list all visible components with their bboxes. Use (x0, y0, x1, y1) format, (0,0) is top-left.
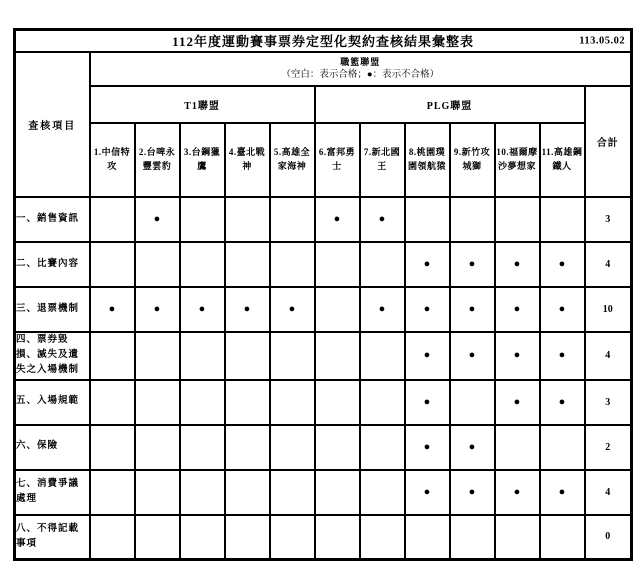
team-header-7: 7.新北國王 (360, 123, 405, 197)
noncompliant-mark: ● (540, 332, 585, 380)
empty-mark (180, 380, 225, 425)
row-label: 六、保險 (15, 425, 90, 470)
noncompliant-mark: ● (495, 470, 540, 515)
empty-mark (135, 332, 180, 380)
empty-mark (90, 470, 135, 515)
noncompliant-mark: ● (360, 287, 405, 332)
empty-mark (495, 197, 540, 242)
group-name: 職籃聯盟 (340, 56, 381, 67)
noncompliant-mark: ● (495, 332, 540, 380)
empty-mark (495, 515, 540, 560)
noncompliant-mark: ● (540, 470, 585, 515)
league-group-header (90, 52, 632, 86)
league-t1-header: T1聯盟 (90, 86, 315, 123)
noncompliant-mark: ● (135, 287, 180, 332)
team-header-6: 6.富邦勇士 (315, 123, 360, 197)
empty-mark (450, 515, 495, 560)
empty-mark (180, 515, 225, 560)
noncompliant-mark: ● (495, 380, 540, 425)
empty-mark (540, 197, 585, 242)
empty-mark (90, 380, 135, 425)
row-label: 三、退票機制 (15, 287, 90, 332)
title-row (15, 30, 632, 53)
noncompliant-mark: ● (405, 332, 450, 380)
row-label: 五、入場規範 (15, 380, 90, 425)
empty-mark (135, 515, 180, 560)
team-header-3: 3.台鋼獵鷹 (180, 123, 225, 197)
row-label: 七、消費爭議處理 (15, 470, 90, 515)
row-total: 10 (585, 287, 632, 332)
empty-mark (135, 242, 180, 287)
empty-mark (360, 515, 405, 560)
noncompliant-mark: ● (450, 287, 495, 332)
empty-mark (450, 197, 495, 242)
empty-mark (270, 380, 315, 425)
empty-mark (360, 332, 405, 380)
empty-mark (540, 515, 585, 560)
team-header-9: 9.新竹攻城獅 (450, 123, 495, 197)
audit-result-table (13, 28, 633, 561)
empty-mark (225, 197, 270, 242)
empty-mark (90, 332, 135, 380)
empty-mark (225, 515, 270, 560)
league-plg-header: PLG聯盟 (315, 86, 585, 123)
empty-mark (270, 470, 315, 515)
team-header-2: 2.台啤永豐雲豹 (135, 123, 180, 197)
noncompliant-mark: ● (360, 197, 405, 242)
noncompliant-mark: ● (540, 287, 585, 332)
empty-mark (90, 425, 135, 470)
noncompliant-mark: ● (225, 287, 270, 332)
team-header-1: 1.中信特攻 (90, 123, 135, 197)
empty-mark (270, 197, 315, 242)
audit-row-7 (15, 470, 632, 515)
empty-mark (225, 242, 270, 287)
title-cell (15, 30, 632, 53)
empty-mark (540, 425, 585, 470)
empty-mark (405, 515, 450, 560)
row-label: 一、銷售資訊 (15, 197, 90, 242)
row-total: 4 (585, 242, 632, 287)
noncompliant-mark: ● (450, 425, 495, 470)
empty-mark (315, 470, 360, 515)
empty-mark (405, 197, 450, 242)
noncompliant-mark: ● (495, 242, 540, 287)
empty-mark (315, 515, 360, 560)
noncompliant-mark: ● (450, 332, 495, 380)
audit-row-2 (15, 242, 632, 287)
empty-mark (270, 332, 315, 380)
row-total: 3 (585, 197, 632, 242)
empty-mark (315, 380, 360, 425)
empty-mark (225, 470, 270, 515)
document-date: 113.05.02 (579, 35, 626, 47)
audit-row-5 (15, 380, 632, 425)
row-total: 4 (585, 332, 632, 380)
empty-mark (360, 380, 405, 425)
page-title: 112年度運動賽事票券定型化契約查核結果彙整表 (172, 34, 474, 49)
empty-mark (180, 425, 225, 470)
empty-mark (135, 380, 180, 425)
noncompliant-mark: ● (495, 287, 540, 332)
empty-mark (135, 470, 180, 515)
noncompliant-mark: ● (90, 287, 135, 332)
empty-mark (315, 332, 360, 380)
audit-row-8 (15, 515, 632, 560)
noncompliant-mark: ● (450, 242, 495, 287)
empty-mark (180, 470, 225, 515)
empty-mark (495, 425, 540, 470)
noncompliant-mark: ● (450, 470, 495, 515)
team-header-10: 10.福爾摩沙夢想家 (495, 123, 540, 197)
total-column-header: 合計 (585, 86, 632, 197)
audit-row-6 (15, 425, 632, 470)
group-header-row (15, 52, 632, 86)
empty-mark (360, 470, 405, 515)
legend-text: （空白：表示合格；●：表示不合格） (281, 69, 440, 80)
noncompliant-mark: ● (540, 380, 585, 425)
team-header-4: 4.臺北戰神 (225, 123, 270, 197)
empty-mark (315, 242, 360, 287)
noncompliant-mark: ● (405, 287, 450, 332)
empty-mark (90, 515, 135, 560)
empty-mark (360, 242, 405, 287)
empty-mark (180, 197, 225, 242)
noncompliant-mark: ● (540, 242, 585, 287)
empty-mark (225, 425, 270, 470)
empty-mark (225, 380, 270, 425)
row-total: 0 (585, 515, 632, 560)
empty-mark (270, 242, 315, 287)
team-header-5: 5.高雄全家海神 (270, 123, 315, 197)
empty-mark (180, 242, 225, 287)
row-total: 3 (585, 380, 632, 425)
empty-mark (450, 380, 495, 425)
empty-mark (360, 425, 405, 470)
empty-mark (90, 242, 135, 287)
audit-row-3 (15, 287, 632, 332)
empty-mark (180, 332, 225, 380)
audit-row-1 (15, 197, 632, 242)
team-header-row (15, 123, 632, 197)
empty-mark (270, 515, 315, 560)
noncompliant-mark: ● (405, 380, 450, 425)
empty-mark (225, 332, 270, 380)
noncompliant-mark: ● (180, 287, 225, 332)
row-total: 4 (585, 470, 632, 515)
empty-mark (315, 287, 360, 332)
noncompliant-mark: ● (405, 425, 450, 470)
noncompliant-mark: ● (135, 197, 180, 242)
audit-items-header: 查核項目 (15, 52, 90, 197)
row-label: 二、比賽內容 (15, 242, 90, 287)
team-header-8: 8.桃園璞園領航猿 (405, 123, 450, 197)
team-header-11: 11.高雄鋼鐵人 (540, 123, 585, 197)
league-row (15, 86, 632, 123)
audit-row-4 (15, 332, 632, 380)
empty-mark (270, 425, 315, 470)
empty-mark (315, 425, 360, 470)
noncompliant-mark: ● (405, 470, 450, 515)
empty-mark (135, 425, 180, 470)
noncompliant-mark: ● (315, 197, 360, 242)
empty-mark (90, 197, 135, 242)
noncompliant-mark: ● (405, 242, 450, 287)
row-label: 八、不得記載事項 (15, 515, 90, 560)
row-label: 四、票券毀損、滅失及遺失之入場機制 (15, 332, 90, 380)
noncompliant-mark: ● (270, 287, 315, 332)
row-total: 2 (585, 425, 632, 470)
